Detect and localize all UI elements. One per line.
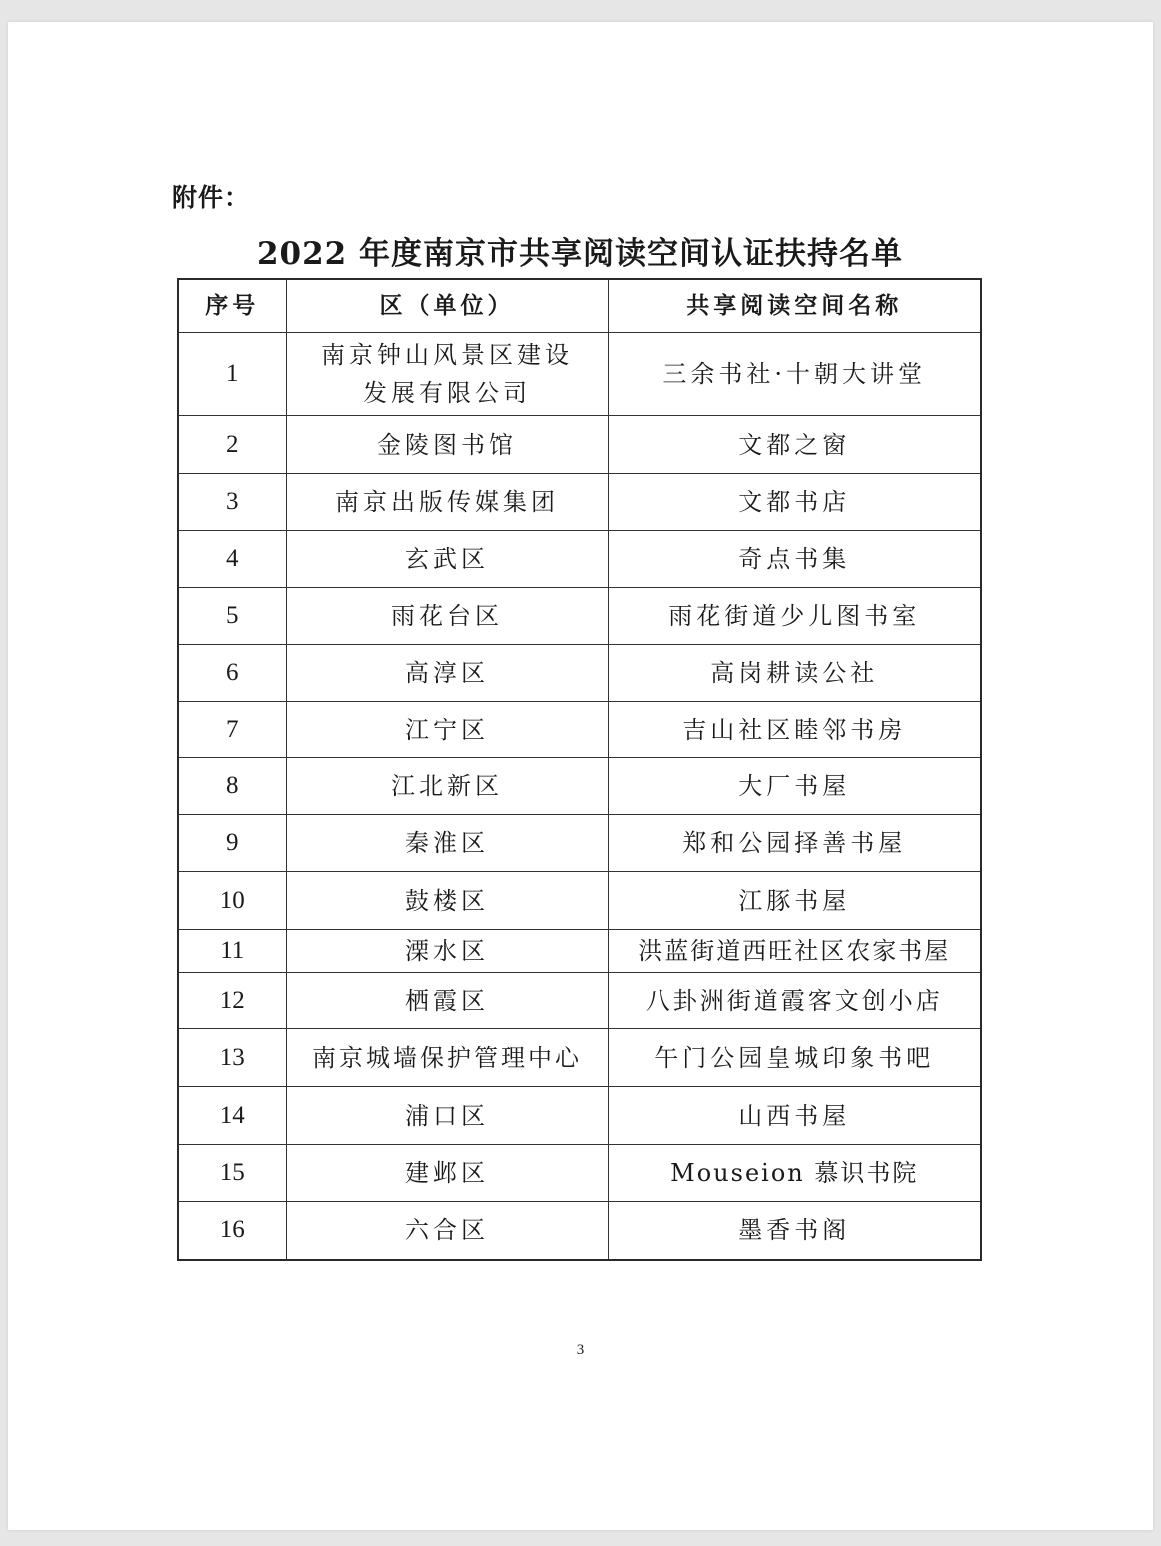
row-no: 1: [178, 333, 286, 416]
row-no: 15: [178, 1145, 286, 1202]
table-header-row: [178, 279, 981, 333]
table-row: [178, 702, 981, 758]
row-unit: 溧水区: [286, 930, 608, 973]
table-row: [178, 1029, 981, 1087]
row-space: 八卦洲街道霞客文创小店: [608, 973, 981, 1029]
row-space: Mouseion 慕识书院: [608, 1145, 981, 1202]
row-no: 11: [178, 930, 286, 973]
table-row: [178, 645, 981, 702]
row-space: 洪蓝街道西旺社区农家书屋: [608, 930, 981, 973]
row-space: 江豚书屋: [608, 872, 981, 930]
certification-table: [177, 278, 982, 1261]
document-title: 2022 年度南京市共享阅读空间认证扶持名单: [256, 236, 904, 272]
table-row: [178, 815, 981, 872]
row-no: 7: [178, 702, 286, 758]
row-space: 吉山社区睦邻书房: [608, 702, 981, 758]
row-unit: 金陵图书馆: [286, 416, 608, 474]
row-space: 墨香书阁: [608, 1202, 981, 1260]
row-unit: 高淳区: [286, 645, 608, 702]
row-unit: 浦口区: [286, 1087, 608, 1145]
row-unit: 江宁区: [286, 702, 608, 758]
row-space: 奇点书集: [608, 531, 981, 588]
header-no: 序号: [178, 279, 286, 333]
row-no: 10: [178, 872, 286, 930]
attachment-label: 附件：: [172, 183, 251, 212]
table-row: [178, 872, 981, 930]
row-no: 5: [178, 588, 286, 645]
row-unit: 南京钟山风景区建设发展有限公司: [286, 333, 608, 416]
row-unit: 江北新区: [286, 758, 608, 815]
row-unit: 鼓楼区: [286, 872, 608, 930]
row-no: 4: [178, 531, 286, 588]
row-space: 午门公园皇城印象书吧: [608, 1029, 981, 1087]
row-space: 高岗耕读公社: [608, 645, 981, 702]
row-space: 三余书社·十朝大讲堂: [608, 333, 981, 416]
row-unit: 建邺区: [286, 1145, 608, 1202]
table-row: [178, 1202, 981, 1260]
table-row: [178, 474, 981, 531]
row-space: 郑和公园择善书屋: [608, 815, 981, 872]
table-row: [178, 973, 981, 1029]
header-unit: 区（单位）: [286, 279, 608, 333]
table-row: [178, 333, 981, 416]
row-space: 山西书屋: [608, 1087, 981, 1145]
row-unit: 玄武区: [286, 531, 608, 588]
table-row: [178, 531, 981, 588]
table-row: [178, 1087, 981, 1145]
header-space: 共享阅读空间名称: [608, 279, 981, 333]
row-space: 文都之窗: [608, 416, 981, 474]
page-number: 3: [576, 1342, 585, 1358]
row-space: 大厂书屋: [608, 758, 981, 815]
row-unit: 六合区: [286, 1202, 608, 1260]
row-space: 雨花街道少儿图书室: [608, 588, 981, 645]
row-no: 9: [178, 815, 286, 872]
row-no: 16: [178, 1202, 286, 1260]
row-no: 8: [178, 758, 286, 815]
row-no: 2: [178, 416, 286, 474]
row-no: 12: [178, 973, 286, 1029]
table-row: [178, 930, 981, 973]
row-no: 13: [178, 1029, 286, 1087]
row-no: 6: [178, 645, 286, 702]
row-no: 14: [178, 1087, 286, 1145]
row-unit: 秦淮区: [286, 815, 608, 872]
row-unit: 雨花台区: [286, 588, 608, 645]
row-space: 文都书店: [608, 474, 981, 531]
table-row: [178, 416, 981, 474]
row-no: 3: [178, 474, 286, 531]
row-unit: 南京城墙保护管理中心: [286, 1029, 608, 1087]
table-row: [178, 1145, 981, 1202]
row-unit: 南京出版传媒集团: [286, 474, 608, 531]
table-row: [178, 758, 981, 815]
row-unit: 栖霞区: [286, 973, 608, 1029]
table-row: [178, 588, 981, 645]
